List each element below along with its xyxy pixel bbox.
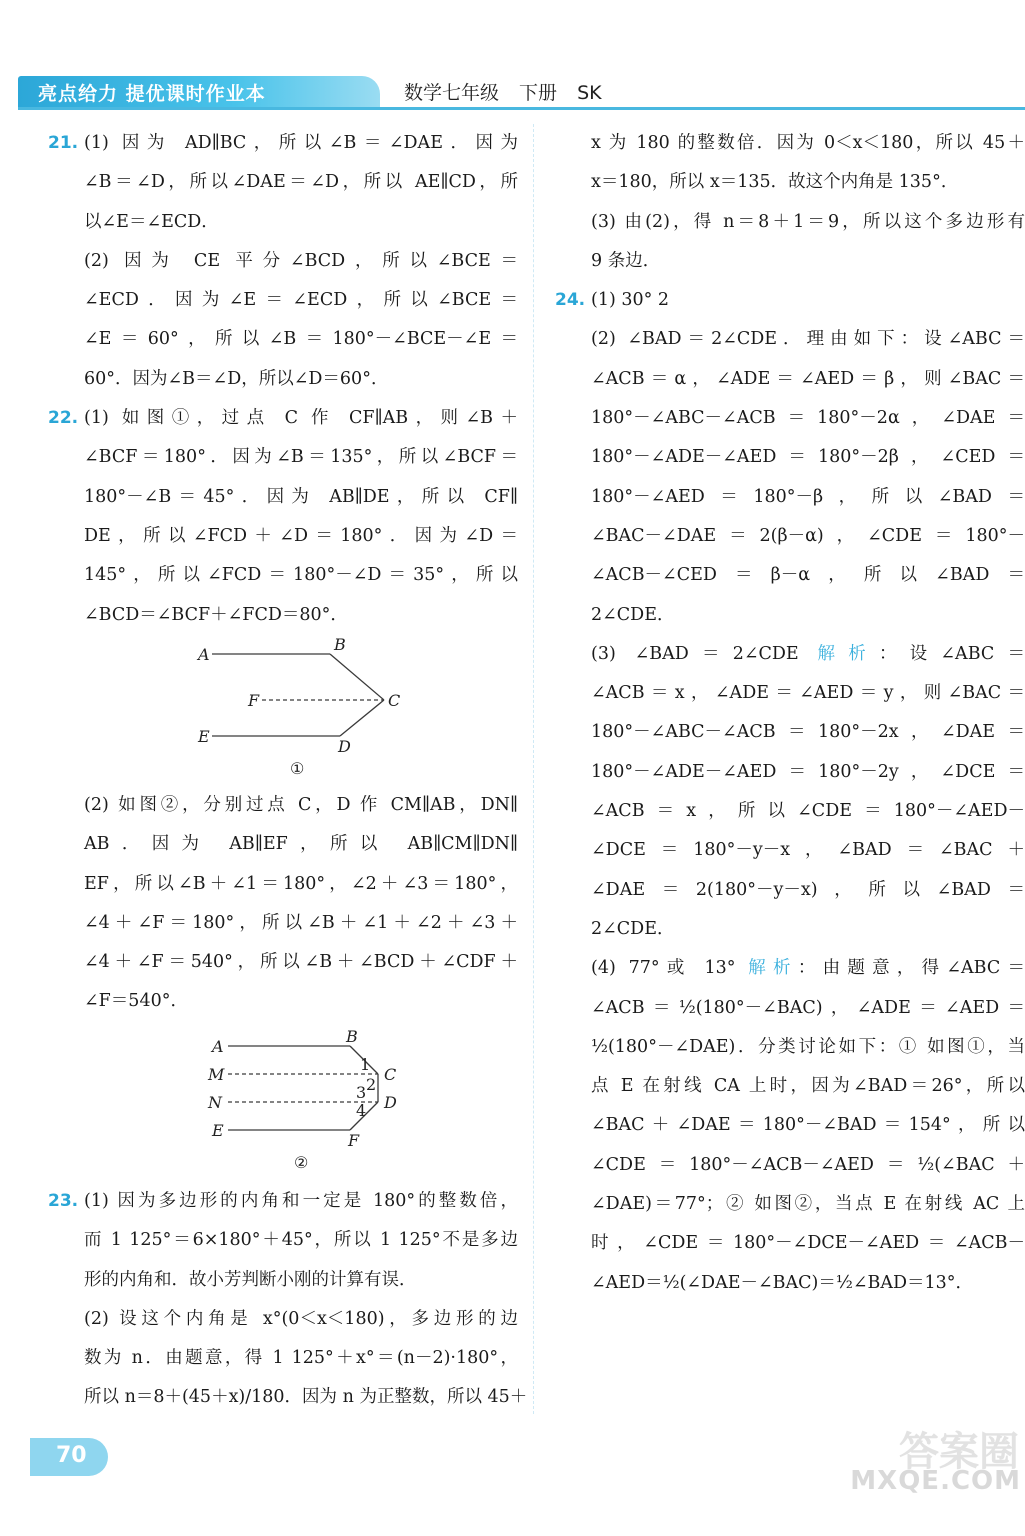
line-cd xyxy=(340,700,384,736)
line-text: ∠4＋∠F＝180°，所以∠B＋∠1＋∠2＋∠3＋ xyxy=(84,912,518,933)
text-line xyxy=(555,556,1025,595)
page-number-tab xyxy=(30,1438,108,1476)
text-line xyxy=(555,1067,1025,1106)
line-text: ∠BAC＋∠DAE＝180°－∠BAD＝154°，所以 xyxy=(591,1115,1025,1136)
text-line xyxy=(555,910,1025,949)
line-text: 2∠CDE． xyxy=(591,918,675,939)
line-text: ∠ACB＝x，所以∠CDE＝180°－∠AED－ xyxy=(591,801,1025,822)
text-line xyxy=(555,674,1025,713)
line-text: 所以 n＝8＋(45＋x)/180．因为 n 为正整数，所以 45＋ xyxy=(84,1387,528,1408)
text-line xyxy=(555,792,1025,831)
line-text: ∠AED＝½(∠DAE－∠BAC)＝½∠BAD＝13°． xyxy=(591,1272,974,1293)
text-line xyxy=(555,203,1025,242)
left-column-part-3 xyxy=(48,1182,528,1418)
line-text: ∠DCE＝180°－y－x，∠BAD＝∠BAC＋ xyxy=(591,840,1025,861)
line-text: 时，∠CDE＝180°－∠DCE－∠AED＝∠ACB－ xyxy=(591,1233,1025,1254)
label-d: D xyxy=(384,1093,397,1112)
figure-1 xyxy=(190,632,420,782)
line-text: ∠ECD．因为∠E＝∠ECD，所以∠BCE＝ xyxy=(84,290,518,311)
line-text: DE，所以∠FCD＋∠D＝180°．因为∠D＝ xyxy=(84,525,518,546)
text-line xyxy=(555,517,1025,556)
text-line xyxy=(48,1339,518,1378)
label-a: A xyxy=(198,645,210,664)
line-text: (2) 因为 CE 平分∠BCD，所以∠BCE＝ xyxy=(84,250,518,271)
line-text: x 为 180 的整数倍．因为 0＜x＜180，所以 45＋ xyxy=(591,133,1025,153)
label-e: E xyxy=(212,1121,224,1140)
text-line xyxy=(48,786,518,825)
text-line xyxy=(48,556,518,595)
text-line xyxy=(48,360,518,399)
text-line xyxy=(48,399,518,438)
line-text: ∠DAE)＝77°；② 如图②，当点 E 在射线 AC 上 xyxy=(591,1194,1025,1215)
line-text: ∠ACB＝α，∠ADE＝∠AED＝β，则∠BAC＝ xyxy=(591,368,1025,389)
line-text: 形的内角和．故小芳判断小刚的计算有误． xyxy=(84,1269,417,1290)
text-line xyxy=(48,904,518,943)
question-number: 21. xyxy=(48,133,79,153)
label-b: B xyxy=(334,635,346,654)
text-line xyxy=(555,1185,1025,1224)
column-divider xyxy=(533,124,534,1414)
line-text: 180°－∠ABC－∠ACB＝180°－2x，∠DAE＝ xyxy=(591,722,1025,743)
text-line xyxy=(555,438,1025,477)
angle-3: 3 xyxy=(356,1083,367,1102)
text-line xyxy=(555,1146,1025,1185)
line-text: (3) ∠BAD＝2∠CDE 解析：设∠ABC＝ xyxy=(591,643,1025,664)
text-line xyxy=(48,943,518,982)
page-number: 70 xyxy=(56,1443,87,1468)
label-c: C xyxy=(384,1065,397,1084)
analysis-label: 解析 xyxy=(817,643,879,664)
text-line xyxy=(555,753,1025,792)
line-text: 180°－∠ADE－∠AED＝180°－2β，∠CED＝ xyxy=(591,447,1025,468)
text-line xyxy=(555,1028,1025,1067)
text-line xyxy=(555,713,1025,752)
text-line xyxy=(48,281,518,320)
text-line xyxy=(555,1224,1025,1263)
series-title-tab xyxy=(18,76,380,108)
line-text: (1) 因为 AD∥BC，所以∠B＝∠DAE．因为 xyxy=(84,133,518,153)
watermark-logo: 答案圈 xyxy=(899,1429,1019,1475)
text-line xyxy=(48,517,518,556)
text-line xyxy=(555,281,1025,320)
line-text: 而 1 125°＝6×180°＋45°，所以 1 125°不是多边 xyxy=(84,1230,518,1251)
text-line xyxy=(555,989,1025,1028)
text-line xyxy=(48,203,518,242)
line-text: ∠E＝60°，所以∠B＝180°－∠BCE－∠E＝ xyxy=(84,329,518,350)
angle-1: 1 xyxy=(360,1055,371,1074)
line-text: 数为 n．由题意，得 1 125°＋x°＝(n－2)·180°， xyxy=(84,1348,518,1369)
text-line xyxy=(555,242,1025,281)
text-line xyxy=(48,320,518,359)
label-b: B xyxy=(346,1027,358,1046)
text-line xyxy=(555,596,1025,635)
text-line xyxy=(555,360,1025,399)
figure-1-caption: ① xyxy=(290,759,305,778)
line-text: ∠F＝540°． xyxy=(84,991,188,1012)
series-title: 亮点给力 提优课时作业本 xyxy=(38,83,266,105)
header-rule xyxy=(18,107,1025,110)
question-number: 23. xyxy=(48,1191,79,1211)
text-line xyxy=(48,825,518,864)
book-info: 数学七年级 下册 SK xyxy=(404,82,602,104)
left-column xyxy=(48,124,518,635)
label-m: M xyxy=(208,1065,225,1084)
text-line xyxy=(48,1182,518,1221)
line-text: 9 条边． xyxy=(591,250,661,271)
line-text: ∠ACB－∠CED＝β－α，所以∠BAD＝ xyxy=(591,565,1025,586)
line-text: 180°－∠ADE－∠AED＝180°－2y，∠DCE＝ xyxy=(591,761,1025,782)
line-text: 以∠E＝∠ECD． xyxy=(84,211,219,232)
line-text: ∠ACB＝x，∠ADE＝∠AED＝y，则∠BAC＝ xyxy=(591,683,1025,704)
page-header xyxy=(0,66,1025,110)
line-text: (1) 因为多边形的内角和一定是 180°的整数倍， xyxy=(84,1191,518,1211)
label-e: E xyxy=(198,727,210,746)
question-number: 24. xyxy=(555,290,586,311)
text-line xyxy=(555,399,1025,438)
watermark: MXQE.COM xyxy=(850,1466,1021,1496)
angle-2: 2 xyxy=(366,1075,377,1094)
label-f: F xyxy=(248,691,260,710)
text-line xyxy=(555,320,1025,359)
analysis-label: 解析 xyxy=(748,958,798,979)
right-column xyxy=(555,124,1025,1303)
left-column-part-2 xyxy=(48,786,518,1022)
line-text: ∠B＝∠D，所以∠DAE＝∠D，所以 AE∥CD，所 xyxy=(84,172,518,193)
text-line xyxy=(48,124,518,163)
figure-2 xyxy=(200,1026,420,1176)
text-line xyxy=(555,831,1025,870)
line-text: x＝180，所以 x＝135．故这个内角是 135°． xyxy=(591,172,959,193)
label-n: N xyxy=(208,1093,222,1112)
line-text: 180°－∠AED＝180°－β，所以∠BAD＝ xyxy=(591,486,1025,507)
text-line xyxy=(48,1378,528,1417)
line-text: EF，所以∠B＋∠1＝180°，∠2＋∠3＝180°， xyxy=(84,873,518,894)
line-bc xyxy=(330,654,384,700)
text-line xyxy=(48,865,518,904)
label-d: D xyxy=(338,737,351,756)
text-line xyxy=(48,1261,518,1300)
line-text: ∠BCF＝180°．因为∠B＝135°，所以∠BCF＝ xyxy=(84,447,518,468)
text-line xyxy=(48,1300,518,1339)
text-line xyxy=(555,949,1025,988)
line-text: 60°．因为∠B＝∠D，所以∠D＝60°． xyxy=(84,368,389,389)
line-text: ∠CDE＝180°－∠ACB－∠AED＝½(∠BAC＋ xyxy=(591,1154,1025,1175)
line-text: (2) 设这个内角是 x°(0＜x＜180)，多边形的边 xyxy=(84,1308,518,1329)
label-c: C xyxy=(388,691,401,710)
text-line xyxy=(555,1106,1025,1145)
text-line xyxy=(48,596,518,635)
line-text: 180°－∠B＝45°．因为 AB∥DE，所以 CF∥ xyxy=(84,486,518,507)
line-text: ∠ACB＝½(180°－∠BAC)，∠ADE＝∠AED＝ xyxy=(591,997,1025,1018)
text-line xyxy=(555,1264,1025,1303)
line-text: ∠4＋∠F＝540°，所以∠B＋∠BCD＋∠CDF＋ xyxy=(84,952,518,973)
label-f: F xyxy=(348,1131,360,1150)
line-text: (3) 由(2)，得 n＝8＋1＝9，所以这个多边形有 xyxy=(591,211,1025,232)
line-text: ∠DAE＝2(180°－y－x)，所以∠BAD＝ xyxy=(591,879,1025,900)
line-text: (2) ∠BAD＝2∠CDE．理由如下：设∠ABC＝ xyxy=(591,329,1025,350)
label-a: A xyxy=(212,1037,224,1056)
line-text: 180°－∠ABC－∠ACB＝180°－2α，∠DAE＝ xyxy=(591,408,1025,429)
text-line xyxy=(555,871,1025,910)
text-line xyxy=(48,982,518,1021)
text-line xyxy=(48,1221,518,1260)
text-line xyxy=(48,242,518,281)
text-line xyxy=(48,438,518,477)
line-text: (2) 如图②，分别过点 C，D 作 CM∥AB，DN∥ xyxy=(84,795,518,815)
question-number: 22. xyxy=(48,408,79,429)
text-line xyxy=(48,163,518,202)
line-text: (1) 如图①，过点 C 作 CF∥AB，则∠B＋ xyxy=(84,408,518,429)
text-line xyxy=(48,478,518,517)
figure-2-caption: ② xyxy=(294,1153,309,1172)
text-line xyxy=(555,163,1025,202)
text-line xyxy=(555,124,1025,163)
angle-4: 4 xyxy=(356,1101,367,1120)
line-text: ∠BAC－∠DAE＝2(β－α)，∠CDE＝180°－ xyxy=(591,525,1025,546)
line-text: 145°，所以∠FCD＝180°－∠D＝35°，所以 xyxy=(84,565,518,586)
text-line xyxy=(555,635,1025,674)
text-line xyxy=(555,478,1025,517)
line-text: 点 E 在射线 CA 上时，因为∠BAD＝26°，所以 xyxy=(591,1076,1025,1097)
line-text: ½(180°－∠DAE)．分类讨论如下：① 如图①，当 xyxy=(591,1036,1025,1057)
line-text: AB．因为 AB∥EF，所以 AB∥CM∥DN∥ xyxy=(84,834,518,855)
line-text: (4) 77°或 13° 解析：由题意，得∠ABC＝ xyxy=(591,958,1025,979)
line-text: (1) 30° 2 xyxy=(591,290,670,311)
line-text: ∠BCD＝∠BCF＋∠FCD＝80°． xyxy=(84,604,348,625)
line-text: 2∠CDE． xyxy=(591,604,675,625)
